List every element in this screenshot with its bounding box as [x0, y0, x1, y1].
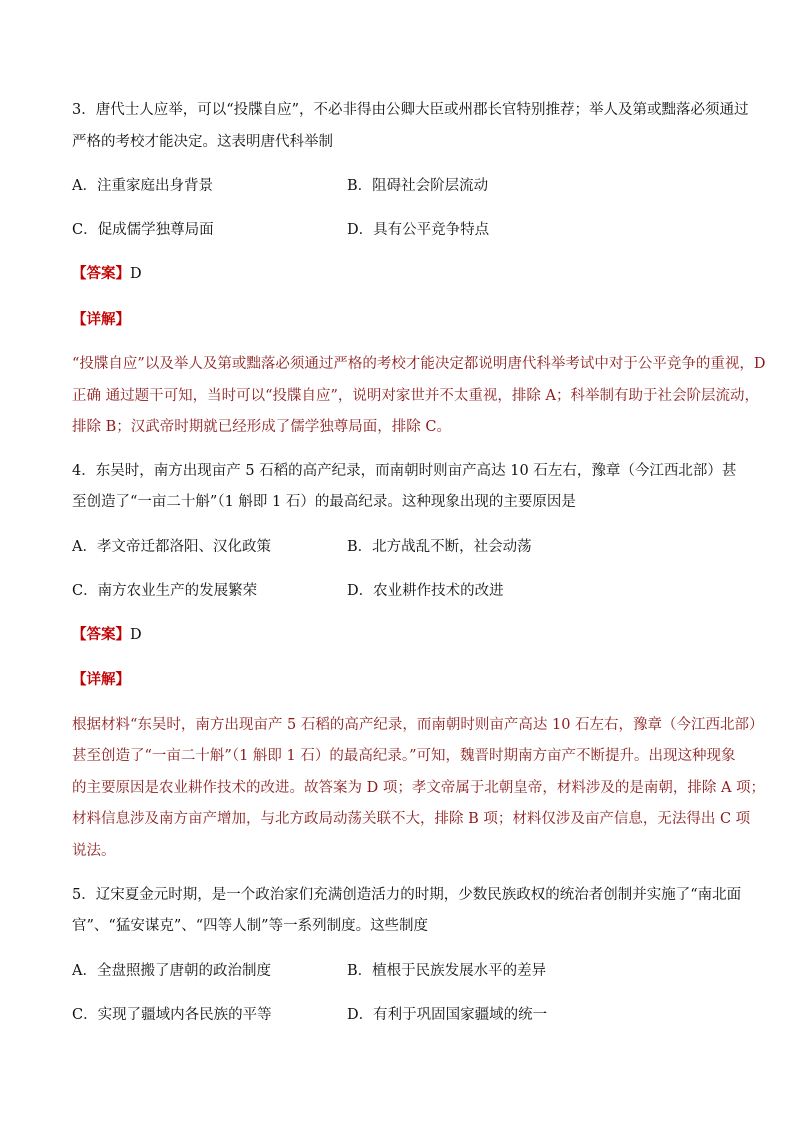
q3-explanation-line-2: 正确 通过题干可知，当时可以“投牒自应”，说明对家世并不太重视，排除 A；科举制有助于社会阶层流动，	[72, 388, 760, 404]
q4-answer-label: 【答案】	[72, 626, 130, 643]
q4-detail-label: 【详解】	[72, 671, 130, 688]
q5-stem-line-1: 5．辽宋夏金元时期，是一个政治家们充满创造活力的时期，少数民族政权的统治者创制并实施了“南北面	[72, 887, 742, 903]
q3-answer	[72, 264, 142, 284]
q4-stem-line-2: 至创造了“一亩二十斛”（1 斛即 1 石）的最高纪录。这种现象出现的主要原因是	[72, 494, 576, 510]
q5-stem-line-2: 官”、“猛安谋克”、“四等人制”等一系列制度。这些制度	[72, 918, 429, 934]
q3-stem-line-1: 3．唐代士人应举，可以“投牒自应”，不必非得由公卿大臣或州郡长官特别推荐；举人及第或黜落必须通过	[72, 102, 749, 118]
q3-detail-label: 【详解】	[72, 311, 130, 328]
q3-answer-label: 【答案】	[72, 265, 130, 282]
q3-option-d: D．具有公平竞争特点	[347, 222, 490, 238]
q5-option-b: B．植根于民族发展水平的差异	[347, 963, 547, 979]
q4-explanation-line-3: 的主要原因是农业耕作技术的改进。故答案为 D 项；孝文帝属于北朝皇帝，材料涉及的是南朝，排除 A 项；	[72, 780, 766, 796]
q5-option-c: C．实现了疆域内各民族的平等	[72, 1007, 272, 1023]
q4-explanation-line-2: 甚至创造了“一亩二十斛”（1 斛即 1 石）的最高纪录。”可知，魏晋时期南方亩产不断提升。出现这种现象	[72, 748, 736, 764]
q3-option-c: C．促成儒学独尊局面	[72, 222, 214, 238]
q4-answer-value: D	[130, 627, 142, 643]
q5-option-d: D．有利于巩固国家疆域的统一	[347, 1007, 548, 1023]
q4-option-a: A．孝文帝迁都洛阳、汉化政策	[72, 539, 271, 555]
q4-explanation-line-5: 说法。	[72, 843, 116, 859]
q4-option-d: D．农业耕作技术的改进	[347, 583, 504, 599]
q3-answer-value: D	[130, 266, 142, 282]
q3-explanation-line-3: 排除 B；汉武帝时期就已经形成了儒学独尊局面，排除 C。	[72, 419, 451, 435]
q4-explanation-line-4: 材料信息涉及南方亩产增加，与北方政局动荡关联不大，排除 B 项；材料仅涉及亩产信息，无法得出 C 项	[72, 811, 751, 827]
q3-stem-line-2: 严格的考校才能决定。这表明唐代科举制	[72, 134, 333, 150]
q3-option-a: A．注重家庭出身背景	[72, 178, 213, 194]
q4-stem-line-1: 4．东吴时，南方出现亩产 5 石稻的高产纪录，而南朝时则亩产高达 10 石左右，豫章（今江西北部）甚	[72, 463, 737, 479]
q4-answer	[72, 625, 142, 645]
q4-option-c: C．南方农业生产的发展繁荣	[72, 583, 258, 599]
q5-option-a: A．全盘照搬了唐朝的政治制度	[72, 963, 271, 979]
q4-option-b: B．北方战乱不断，社会动荡	[347, 539, 532, 555]
q4-explanation-line-1: 根据材料“东吴时，南方出现亩产 5 石稻的高产纪录，而南朝时则亩产高达 10 石左右，豫章（今江西北部）	[72, 717, 764, 733]
q3-option-b: B．阻碍社会阶层流动	[347, 178, 489, 194]
q3-explanation-line-1: “投牒自应”以及举人及第或黜落必须通过严格的考校才能决定都说明唐代科举考试中对于公平竞争的重视，D	[72, 356, 766, 372]
